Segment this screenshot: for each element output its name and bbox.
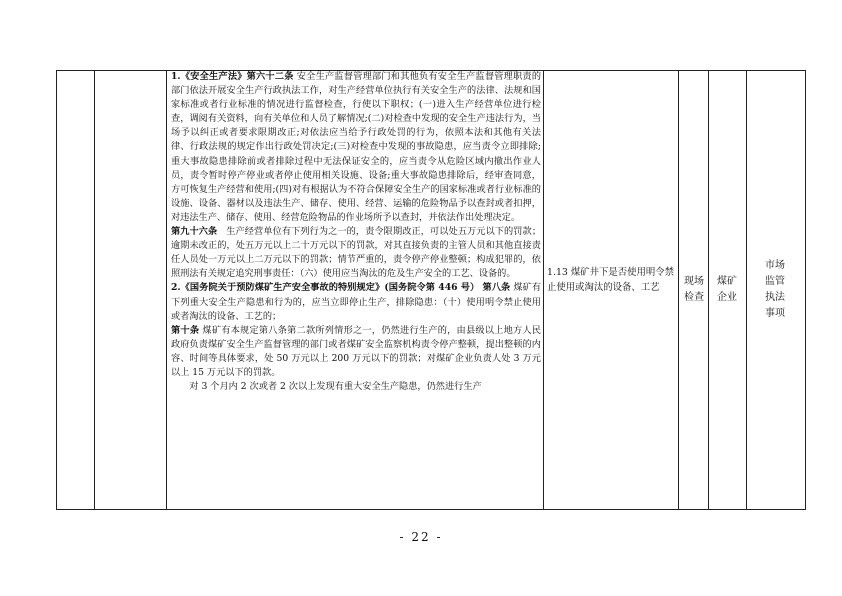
- inspection-target-cell: 煤矿企业: [717, 276, 737, 303]
- law-paragraph: [171, 281, 541, 323]
- law-paragraph: [171, 225, 541, 281]
- column-border: [678, 70, 679, 510]
- law-title: 第九十六条: [171, 226, 218, 238]
- law-title: 第十条: [171, 324, 200, 336]
- legal-basis-cell: [171, 70, 541, 510]
- law-text: 煤矿有下列重大安全生产隐患和行为的，应当立即停止生产，排除隐患：（十）使用明令禁止使用或者淘汰的设备、工艺的；: [171, 282, 541, 322]
- law-text: 生产经营单位有下列行为之一的，责令限期改正，可以处五万元以下的罚款；逾期未改正的，处五万元以上二十万元以下的罚款，对其直接负责的主管人员和其他直接责任人员处一万元以上二万元以下的罚款；情节严重的，责令停产停业整顿；构成犯罪的，依照刑法有关规定追究刑事责任：（六）使用应当淘汰的危及生产安全的工艺、设备的。: [171, 226, 541, 280]
- inspection-item-cell: 1.13 煤矿井下是否使用明令禁止使用或淘汰的设备、工艺: [547, 267, 674, 293]
- page-number: - 22 -: [399, 530, 443, 544]
- column-border: [708, 70, 709, 510]
- law-title: 1.《安全生产法》第六十二条: [171, 71, 294, 82]
- law-paragraph: [171, 380, 541, 394]
- regulation-table: [56, 70, 806, 510]
- law-paragraph: [171, 70, 541, 225]
- column-border: [56, 70, 57, 510]
- column-border: [94, 70, 95, 510]
- column-border: [166, 70, 167, 510]
- column-border: [805, 70, 806, 510]
- law-text: 安全生产监督管理部门和其他负有安全生产监督管理职责的部门依法开展安全生产行政执法工作，对生产经营单位执行有关安全生产的法律、法规和国家标准或者行业标准的情况进行监督检查，行使以下职权；(一)进入生产经营单位进行检查，调阅有关资料，向有关单位和人员了解情况;(二)对检查中发现的安全生产违法行为，当场予以纠正或者要求限期改正;对依法应当给予行政处罚的行为，依照本法和其他有关法律、行政法规的规定作出行政处罚决定;(三)对检查中发现的事故隐患，应当责令立即排除;重大事故隐患排除前或者排除过程中无法保证安全的，应当责令从危险区域内撤出作业人员，责令暂时停产停业或者停止使用相关设施、设备;重大事故隐患排除后，经审查同意，方可恢复生产经营和使用;(四)对有根据认为不符合保障安全生产的国家标准或者行业标准的设施、设备、器材以及违法生产、储存、使用、经营、运输的危险物品予以查封或者扣押，对违法生产、储存、使用、经营危险物品的作业场所予以查封，并依法作出处理决定。: [171, 71, 541, 223]
- category-cell: 市场监管执法事项: [765, 260, 785, 319]
- column-border: [746, 70, 747, 510]
- inspection-method-cell: 现场检查: [684, 276, 704, 303]
- law-paragraph: [171, 324, 541, 380]
- column-border: [543, 70, 544, 510]
- law-title: 2.《国务院关于预防煤矿生产安全事故的特别规定》(国务院令第 446 号） 第八条: [171, 282, 511, 294]
- law-text: 煤矿有本规定第八条第二款所列情形之一，仍然进行生产的，由县级以上地方人民政府负责煤矿安全生产监督管理的部门或者煤矿安全监察机构责令停产整顿，提出整顿的内容、时间等具体要求，处 50 万元以上 200 万元以下的罚款；对煤矿企业负责人处 3 万元以上 15 万元以下的罚款。: [171, 324, 541, 378]
- law-text: 对 3 个月内 2 次或者 2 次以上发现有重大安全生产隐患，仍然进行生产: [189, 381, 482, 393]
